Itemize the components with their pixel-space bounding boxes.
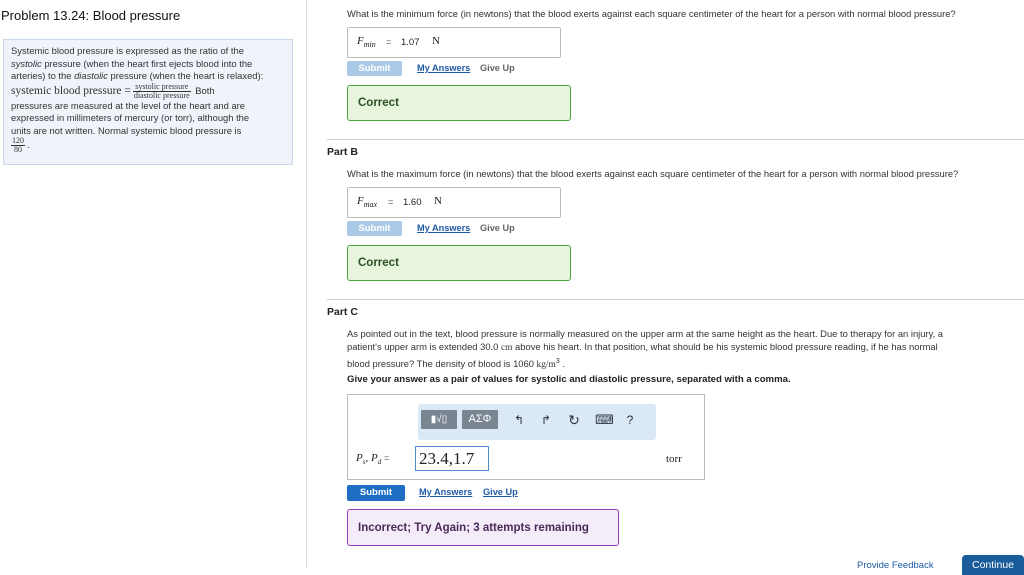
part-c-feedback: Incorrect; Try Again; 3 attempts remaining	[347, 509, 619, 546]
fraction-numerator: systolic pressure	[133, 83, 191, 92]
part-b-give-up: Give Up	[480, 223, 515, 233]
divider	[327, 139, 1024, 140]
fraction-denominator: 80	[14, 145, 22, 154]
fraction-numerator: 120	[12, 136, 24, 145]
density-unit: kg/m	[536, 360, 556, 371]
normal-pressure-fraction	[11, 137, 25, 154]
provide-feedback-link[interactable]: Provide Feedback	[857, 560, 934, 571]
problem-parts	[307, 0, 1024, 569]
variable-symbol: F	[357, 195, 364, 207]
part-c-unit: torr	[666, 453, 682, 465]
part-c-variables: $P_s$, $P_d$ =	[356, 452, 390, 467]
keyboard-icon[interactable]: ⌨	[595, 412, 614, 427]
part-c-my-answers-link[interactable]: My Answers	[419, 487, 473, 497]
undo-icon[interactable]: ↰	[513, 413, 525, 427]
equals-sign: =	[383, 453, 390, 463]
variable-symbol: P	[356, 452, 363, 464]
part-c-answer-input[interactable]: 23.4,1.7	[415, 446, 489, 471]
part-a-variable	[357, 35, 376, 49]
part-b-feedback: Correct	[347, 245, 571, 281]
part-b-unit: N	[434, 195, 442, 207]
part-a-submit-button[interactable]: Submit	[347, 61, 402, 76]
part-a-question: What is the minimum force (in newtons) that the blood exerts against each square centimeter of the heart for a person with normal blood pressure?	[347, 8, 956, 19]
symbols-icon[interactable]: ΑΣΦ	[462, 410, 498, 429]
question-line: above his heart. In that position, what should be his systemic blood pressure reading, if he has normal	[512, 341, 938, 352]
equation-label: systemic blood pressure =	[11, 84, 131, 97]
part-a-value[interactable]: 1.07	[401, 37, 420, 48]
variable-subscript: d	[377, 458, 382, 467]
part-b-my-answers-link[interactable]: My Answers	[417, 223, 471, 233]
math-toolbar	[418, 404, 656, 440]
intro-line: Systemic blood pressure is expressed as the ratio of the	[11, 45, 244, 56]
part-b-variable	[357, 195, 377, 209]
part-b-label: Part B	[327, 146, 358, 158]
part-b-answer-field[interactable]	[347, 187, 561, 218]
part-c-submit-button[interactable]: Submit	[347, 485, 405, 501]
variable-symbol: P	[370, 452, 378, 464]
intro-term-systolic: systolic	[11, 57, 42, 69]
variable-subscript: max	[363, 200, 378, 210]
intro-line: units are not written. Normal systemic blood pressure is	[11, 124, 242, 136]
part-c-give-up-link[interactable]: Give Up	[483, 487, 518, 497]
part-a-feedback: Correct	[347, 85, 571, 121]
fraction-denominator: diastolic pressure	[133, 90, 190, 100]
length-unit: cm	[500, 343, 513, 353]
intro-line: pressures are measured at the level of the heart and are	[11, 99, 245, 111]
question-end: .	[559, 358, 565, 370]
pressure-ratio-fraction	[133, 83, 191, 100]
part-a-give-up: Give Up	[480, 63, 515, 73]
equals-sign: =	[388, 197, 394, 207]
reset-icon[interactable]: ↻	[568, 412, 580, 428]
part-a-answer-field[interactable]	[347, 27, 561, 58]
help-icon[interactable]: ?	[626, 413, 634, 427]
part-c-instruction: Give your answer as a pair of values for systolic and diastolic pressure, separated with a comma.	[347, 374, 791, 385]
variable-subscript: min	[363, 40, 376, 50]
templates-icon[interactable]: ▮√▯	[421, 410, 457, 429]
question-line: blood pressure? The density of blood is 1060	[347, 358, 537, 370]
part-c-question	[347, 327, 1012, 372]
problem-intro	[3, 39, 293, 165]
question-line: As pointed out in the text, blood pressure is normally measured on the upper arm at the same height as the heart. Due to therapy for an injury, a	[347, 328, 943, 339]
problem-sidebar	[0, 0, 307, 569]
intro-line: pressure (when the heart is relaxed):	[107, 70, 264, 81]
problem-title: Problem 13.24: Blood pressure	[1, 8, 181, 23]
part-b-submit-button[interactable]: Submit	[347, 221, 402, 236]
equals-sign: =	[386, 37, 392, 47]
redo-icon[interactable]: ↱	[540, 413, 552, 427]
part-b-question: What is the maximum force (in newtons) that the blood exerts against each square centimeter of the heart for a person with normal blood pressure?	[347, 168, 959, 179]
intro-term-diastolic: diastolic	[74, 70, 108, 81]
question-line: patient's upper arm is extended 30.0	[347, 341, 501, 352]
intro-line: pressure (when the heart first ejects blood into the	[41, 57, 253, 69]
variable-subscript: s	[362, 458, 366, 467]
unit-exponent: 3	[555, 358, 560, 365]
part-a-my-answers-link[interactable]: My Answers	[417, 63, 471, 73]
part-b-value[interactable]: 1.60	[403, 197, 422, 208]
part-c-label: Part C	[327, 306, 358, 318]
continue-button[interactable]: Continue	[962, 555, 1024, 575]
intro-line: expressed in millimeters of mercury (or torr), although the	[11, 112, 250, 123]
part-a-unit: N	[432, 35, 440, 47]
intro-line: arteries) to the	[11, 70, 75, 81]
variable-symbol: F	[357, 35, 364, 47]
intro-line: Both	[195, 84, 215, 96]
intro-end: .	[27, 138, 30, 150]
part-c-math-editor	[347, 394, 705, 480]
divider	[327, 299, 1024, 300]
